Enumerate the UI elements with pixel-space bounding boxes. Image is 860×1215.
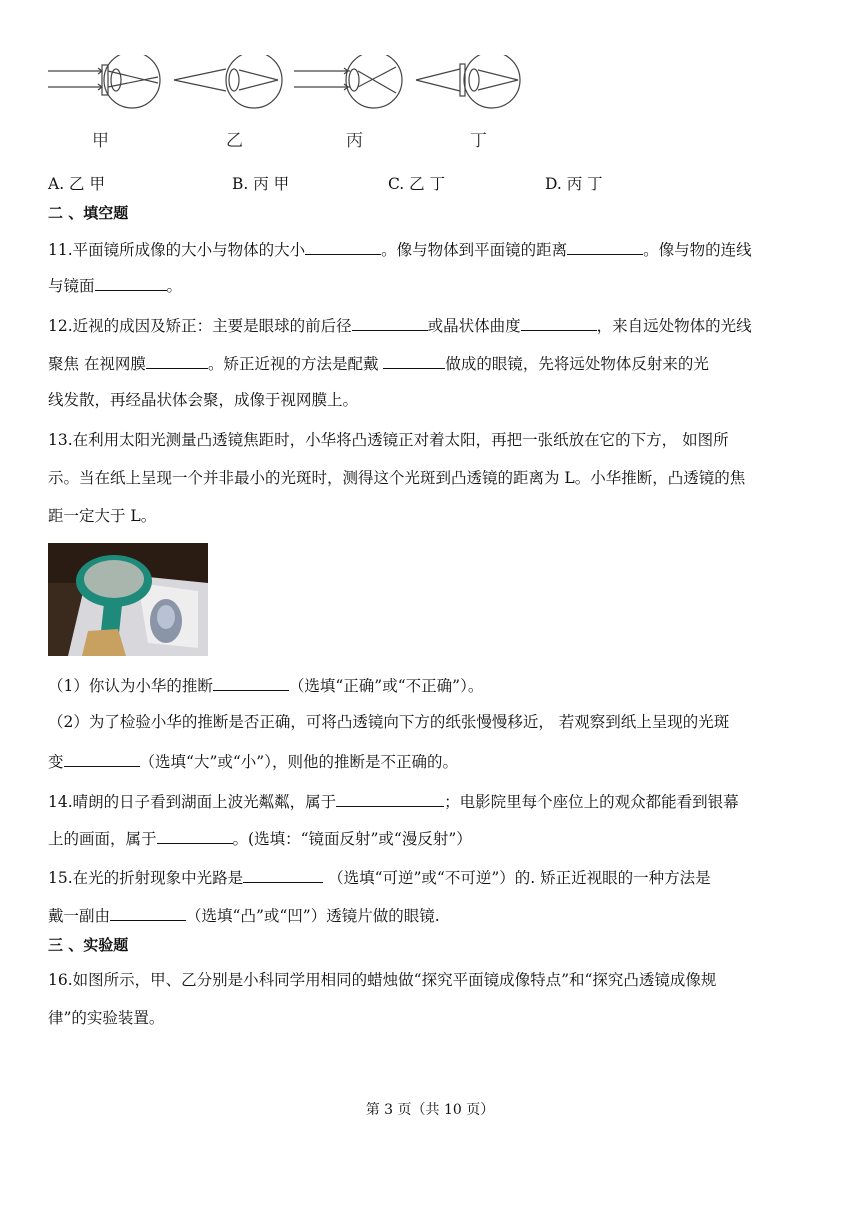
question-11-line-1: 11.平面镜所成像的大小与物体的大小 。像与物体到平面镜的距离 。像与物的连线 — [48, 238, 752, 260]
question-12-line-2: 聚焦 在视网膜 。矫正近视的方法是配戴 做成的眼镜，先将远处物体反射来的光 — [48, 352, 709, 374]
answer-blank[interactable] — [521, 314, 597, 331]
question-15-line-1: 15.在光的折射现象中光路是 （选填“可逆”或“不可逆”）的. 矫正近视眼的一种方法是 — [48, 866, 711, 888]
question-16-line-2: 律”的实验装置。 — [48, 1009, 165, 1027]
eye-diagram-ding — [416, 55, 520, 108]
answer-blank[interactable] — [352, 314, 428, 331]
question-14-line-1: 14.晴朗的日子看到湖面上波光粼粼，属于 ；电影院里每个座位上的观众都能看到银幕 — [48, 790, 739, 812]
eye-label-bing: 丙 — [346, 131, 363, 151]
answer-blank[interactable] — [567, 238, 643, 255]
question-13-line-3: 距一定大于 L。 — [48, 507, 157, 525]
question-14-line-2: 上的画面，属于 。(选填：“镜面反射”或“漫反射”） — [48, 827, 472, 849]
eye-diagrams-figure — [44, 55, 524, 115]
option-a[interactable]: A. 乙 甲 — [48, 175, 105, 193]
option-d[interactable]: D. 丙 丁 — [545, 175, 603, 193]
eye-diagram-yi — [174, 55, 282, 108]
eye-diagram-bing — [294, 55, 402, 108]
answer-blank[interactable] — [157, 827, 233, 844]
answer-blank[interactable] — [336, 790, 444, 807]
page-footer: 第 3 页（共 10 页） — [365, 1102, 495, 1118]
answer-blank[interactable] — [95, 274, 167, 291]
section-heading-fill-blank: 二 、填空题 — [48, 204, 129, 222]
question-15-line-2: 戴一副由 （选填“凸”或“凹”）透镜片做的眼镜. — [48, 904, 440, 926]
question-13-sub-2-line-2: 变 （选填“大”或“小”），则他的推断是不正确的。 — [48, 750, 458, 772]
eye-label-ding: 丁 — [470, 131, 487, 151]
option-b[interactable]: B. 丙 甲 — [232, 175, 290, 193]
question-13-sub-2-line-1: （2）为了检验小华的推断是否正确，可将凸透镜向下方的纸张慢慢移近， 若观察到纸上呈现的光斑 — [48, 713, 730, 731]
answer-blank[interactable] — [146, 352, 208, 369]
question-13-sub-1: （1）你认为小华的推断 （选填“正确”或“不正确”）。 — [48, 674, 483, 696]
answer-blank[interactable] — [110, 904, 186, 921]
answer-blank[interactable] — [64, 750, 140, 767]
question-11-line-2: 与镜面 。 — [48, 274, 182, 296]
answer-blank[interactable] — [213, 674, 289, 691]
eye-label-yi: 乙 — [226, 131, 243, 151]
answer-blank[interactable] — [305, 238, 381, 255]
answer-blank[interactable] — [383, 352, 445, 369]
question-16-line-1: 16.如图所示，甲、乙分别是小科同学用相同的蜡烛做“探究平面镜成像特点”和“探究凸透镜成像规 — [48, 971, 717, 989]
eye-diagram-jia — [48, 55, 160, 108]
magnifier-photo — [48, 543, 208, 656]
question-13-line-2: 示。当在纸上呈现一个并非最小的光斑时，测得这个光斑到凸透镜的距离为 L。小华推断，凸透镜的焦 — [48, 469, 746, 487]
question-12-line-3: 线发散，再经晶状体会聚，成像于视网膜上。 — [48, 391, 359, 409]
question-13-line-1: 13.在利用太阳光测量凸透镜焦距时，小华将凸透镜正对着太阳，再把一张纸放在它的下方， 如图所 — [48, 431, 729, 449]
answer-blank[interactable] — [243, 866, 323, 883]
question-12-line-1: 12.近视的成因及矫正：主要是眼球的前后径 或晶状体曲度 ，来自远处物体的光线 — [48, 314, 752, 336]
eye-label-jia: 甲 — [92, 131, 109, 151]
section-heading-experiment: 三 、实验题 — [48, 936, 129, 954]
option-c[interactable]: C. 乙 丁 — [388, 175, 446, 193]
